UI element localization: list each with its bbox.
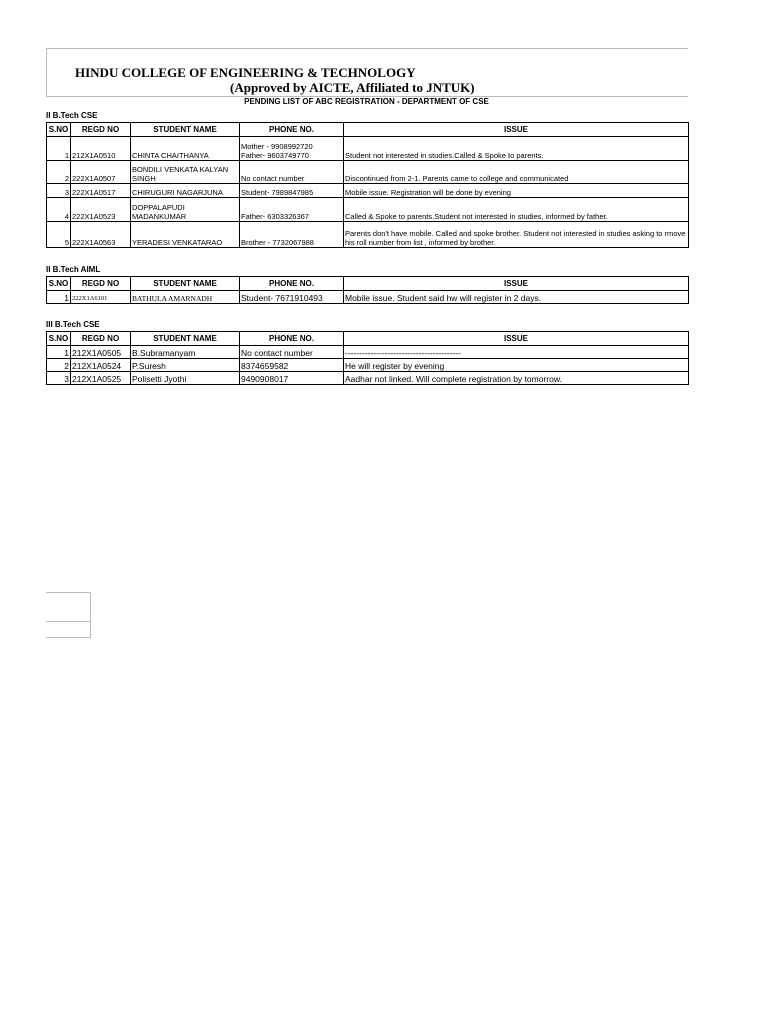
table-row (47, 346, 689, 359)
cell-issue: Parents don't have mobile. Called and spoke brother. Student not interested in studies asking to rmove his roll number from list , informed by brother. (344, 222, 689, 248)
cell-student-name: CHINTA CHAITHANYA (131, 137, 240, 161)
section-title-ii-btech-aiml: II B.Tech AIML (46, 265, 101, 274)
cell-regd-no: 222X1A0563 (71, 222, 131, 248)
table-row (47, 222, 689, 248)
section-title-iii-btech-cse: III B.Tech CSE (46, 320, 100, 329)
header-phone-no: PHONE NO. (240, 277, 344, 291)
header-student-name: STUDENT NAME (131, 277, 240, 291)
table-row (47, 291, 689, 304)
cell-student-name: YERADESI VENKATARAO (131, 222, 240, 248)
empty-cell-frame (46, 592, 91, 622)
cell-phone: No contact number (240, 161, 344, 184)
header-regd-no: REGD NO (71, 123, 131, 137)
cell-student-name: DOPPALAPUDI MADANKUMAR (131, 198, 240, 222)
section-title-ii-btech-cse: II B.Tech CSE (46, 111, 98, 120)
cell-student-name: B.Subramanyam (131, 346, 240, 359)
table-ii-btech-cse (46, 122, 689, 248)
empty-cell-frame (46, 620, 91, 638)
cell-issue: Discontinued from 2-1. Parents came to college and communicated (344, 161, 689, 184)
cell-regd-no: 222X1A0523 (71, 198, 131, 222)
cell-sno: 4 (47, 198, 71, 222)
approval-line: (Approved by AICTE, Affiliated to JNTUK) (230, 80, 475, 95)
header-issue: ISSUE (344, 277, 689, 291)
cell-regd-no: 222X1A6101 (71, 291, 131, 304)
header-issue: ISSUE (344, 332, 689, 346)
cell-issue: Called & Spoke to parents.Student not interested in studies, informed by father. (344, 198, 689, 222)
header-phone-no: PHONE NO. (240, 332, 344, 346)
cell-regd-no: 212X1A0510 (71, 137, 131, 161)
table-ii-btech-aiml (46, 276, 689, 304)
table-row (47, 359, 689, 372)
table-row (47, 137, 689, 161)
cell-regd-no: 212X1A0525 (71, 372, 131, 385)
header-student-name: STUDENT NAME (131, 123, 240, 137)
cell-issue: Mobile issue. Registration will be done by evening (344, 184, 689, 198)
pending-list-title: PENDING LIST OF ABC REGISTRATION - DEPARTMENT OF CSE (244, 97, 489, 106)
cell-sno: 2 (47, 359, 71, 372)
cell-regd-no: 212X1A0505 (71, 346, 131, 359)
cell-issue: Mobile issue. Student said hw will register in 2 days. (344, 291, 689, 304)
cell-sno: 2 (47, 161, 71, 184)
cell-student-name: CHIRUGURI NAGARJUNA (131, 184, 240, 198)
cell-phone: Student- 7989847985 (240, 184, 344, 198)
cell-phone: Mother - 9908992720 Father- 9603749770 (240, 137, 344, 161)
cell-phone: Brother - 7732067988 (240, 222, 344, 248)
cell-sno: 5 (47, 222, 71, 248)
cell-issue: Aadhar not linked. Will complete registration by tomorrow. (344, 372, 689, 385)
cell-phone: 9490908017 (240, 372, 344, 385)
cell-regd-no: 222X1A0517 (71, 184, 131, 198)
header-sno: S.NO (47, 332, 71, 346)
table-iii-btech-cse (46, 331, 689, 385)
college-name: HINDU COLLEGE OF ENGINEERING & TECHNOLOGY (75, 65, 416, 80)
cell-issue: Student not interested in studies.Called & Spoke to parents. (344, 137, 689, 161)
cell-sno: 3 (47, 184, 71, 198)
table-row (47, 161, 689, 184)
header-phone-no: PHONE NO. (240, 123, 344, 137)
table-row (47, 372, 689, 385)
cell-phone: Student- 7671910493 (240, 291, 344, 304)
cell-issue: ----------------------------------------- (344, 346, 689, 359)
header-sno: S.NO (47, 123, 71, 137)
cell-student-name: BATHULA AMARNADH (131, 291, 240, 304)
cell-student-name: P.Suresh (131, 359, 240, 372)
header-issue: ISSUE (344, 123, 689, 137)
cell-phone: 8374659582 (240, 359, 344, 372)
cell-sno: 1 (47, 137, 71, 161)
cell-issue: He will register by evening (344, 359, 689, 372)
header-student-name: STUDENT NAME (131, 332, 240, 346)
header-regd-no: REGD NO (71, 332, 131, 346)
cell-phone: Father- 6303326367 (240, 198, 344, 222)
header-regd-no: REGD NO (71, 277, 131, 291)
cell-student-name: BONDILI VENKATA KALYAN SINGH (131, 161, 240, 184)
cell-sno: 1 (47, 291, 71, 304)
cell-regd-no: 222X1A0507 (71, 161, 131, 184)
header-sno: S.NO (47, 277, 71, 291)
cell-sno: 1 (47, 346, 71, 359)
cell-phone: No contact number (240, 346, 344, 359)
table-row (47, 184, 689, 198)
cell-student-name: Polisetti Jyothi (131, 372, 240, 385)
cell-regd-no: 212X1A0524 (71, 359, 131, 372)
cell-sno: 3 (47, 372, 71, 385)
table-row (47, 198, 689, 222)
